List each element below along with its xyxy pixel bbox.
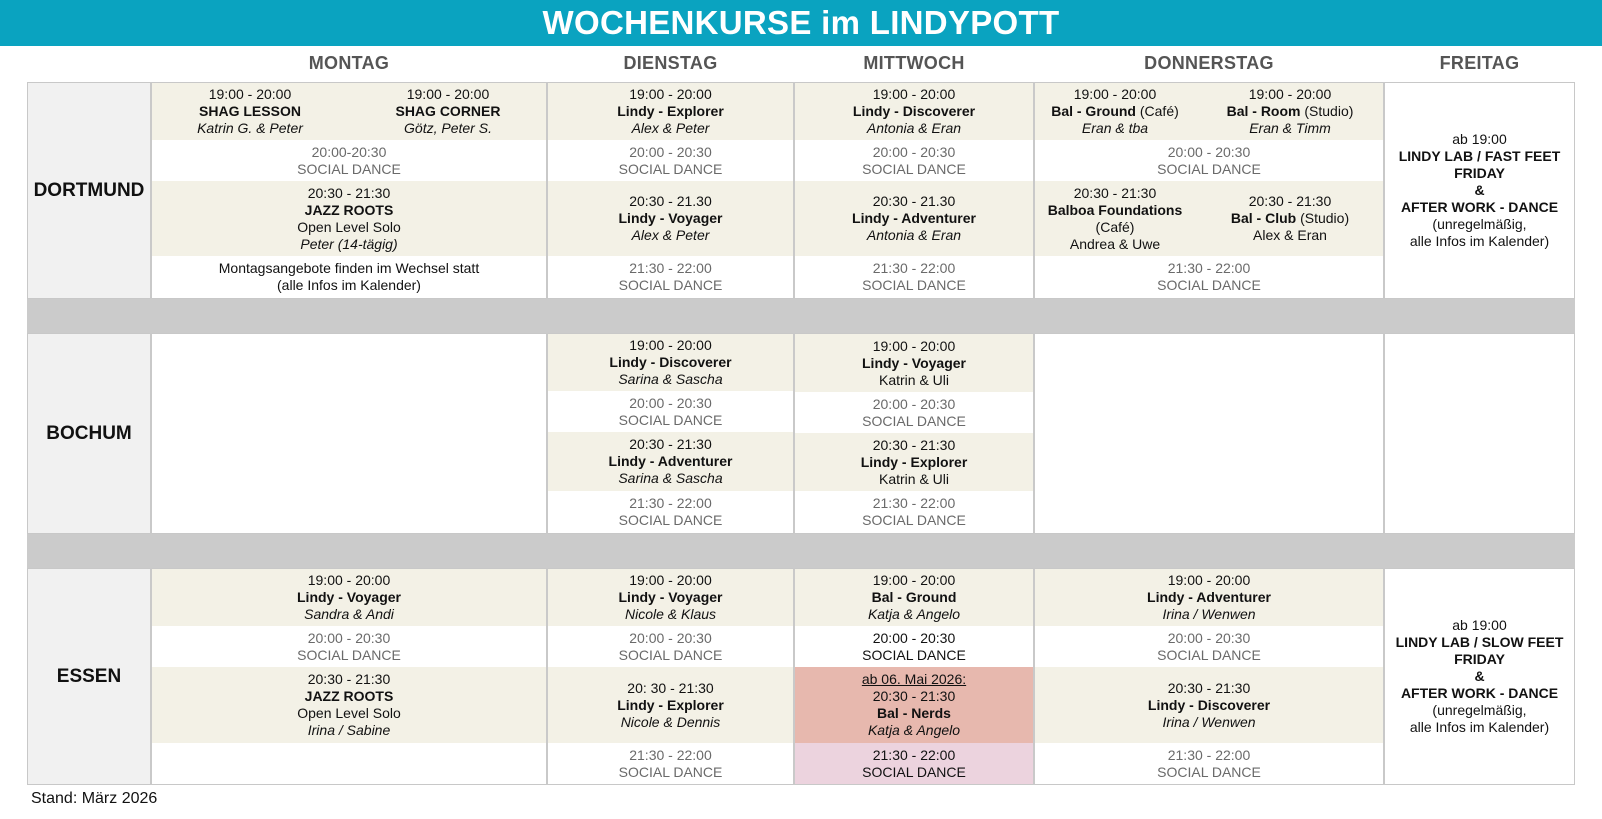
course-time: 19:00 - 20:00 <box>629 337 712 353</box>
social-dance <box>794 140 1034 181</box>
course-teachers: Katrin & Uli <box>878 470 950 487</box>
course-teachers: Sarina & Sascha <box>618 470 723 486</box>
column-divider <box>546 333 548 534</box>
course-name: FRIDAY <box>1454 165 1505 181</box>
column-divider <box>793 568 795 785</box>
course-name: SHAG LESSON <box>199 103 301 119</box>
city-label-essen <box>27 569 151 784</box>
course-name: Bal - Room <box>1226 103 1301 119</box>
course-teachers: Antonia & Eran <box>866 227 962 243</box>
social-label: SOCIAL DANCE <box>618 512 723 528</box>
course-teachers: Götz, Peter S. <box>404 120 492 136</box>
social-time: 21:30 - 22:00 <box>872 495 956 511</box>
course-time: 20:30 - 21:30 <box>872 688 956 704</box>
course-level: Open Level Solo <box>297 218 401 235</box>
city-name: ESSEN <box>56 665 122 687</box>
ampersand: & <box>1474 182 1485 198</box>
course-name: JAZZ ROOTS <box>304 201 394 218</box>
course-teachers: Sandra & Andi <box>304 606 394 622</box>
social-label: SOCIAL DANCE <box>297 160 401 177</box>
course-note: (unregelmäßig, <box>1432 216 1527 232</box>
social-dance <box>1034 256 1384 298</box>
social-time: 21:30 - 22:00 <box>1167 746 1251 763</box>
course-room: (Studio) <box>1296 210 1350 226</box>
course-teachers: Irina / Sabine <box>307 722 391 738</box>
course-name: Lindy - Explorer <box>617 696 724 713</box>
social-time: 21:30 - 22:00 <box>1167 260 1251 276</box>
course-shag-corner <box>349 83 547 140</box>
social-label: SOCIAL DANCE <box>1157 160 1261 177</box>
course-shag-lesson <box>151 83 349 140</box>
social-dance <box>547 743 794 784</box>
course-name: FRIDAY <box>1454 651 1505 667</box>
column-divider <box>546 568 548 785</box>
social-label: SOCIAL DANCE <box>1157 277 1261 293</box>
course-name: Bal - Ground <box>1051 103 1136 119</box>
course-lindy-discoverer <box>1034 667 1384 743</box>
course-time: 20:30 - 21:30 <box>307 184 391 201</box>
column-divider <box>1033 333 1035 534</box>
day-header-dienstag: DIENSTAG <box>623 53 718 73</box>
column-divider <box>1033 82 1035 299</box>
course-teachers: Alex & Peter <box>631 120 710 136</box>
social-dance <box>547 391 794 432</box>
course-time: ab 19:00 <box>1452 617 1507 633</box>
course-lindy-explorer <box>794 433 1034 491</box>
course-room: (Café) <box>1135 103 1179 119</box>
course-time: 20:30 - 21:30 <box>872 436 956 453</box>
social-label: SOCIAL DANCE <box>862 512 966 528</box>
course-teachers: Antonia & Eran <box>866 120 962 136</box>
friday-lindy-lab-slow-feet <box>1384 569 1575 784</box>
course-time: 19:00 - 20:00 <box>872 337 956 354</box>
column-divider <box>546 82 548 299</box>
note-line: (alle Infos im Kalender) <box>277 277 421 293</box>
course-teachers: Eran & Timm <box>1249 120 1331 136</box>
social-time: 20:00 - 20:30 <box>629 143 712 160</box>
course-time: 20:30 - 21:30 <box>1167 679 1251 696</box>
day-header-freitag: FREITAG <box>1439 53 1520 73</box>
course-time: 19:00 - 20:00 <box>307 572 391 588</box>
course-time: 19:00 - 20:00 <box>208 86 292 102</box>
city-name: DORTMUND <box>33 179 145 201</box>
social-dance <box>547 491 794 533</box>
course-lindy-explorer <box>547 83 794 140</box>
column-divider <box>1383 568 1385 785</box>
course-name: Lindy - Adventurer <box>852 210 976 226</box>
social-time: 21:30 - 22:00 <box>629 495 712 511</box>
course-name: Lindy - Explorer <box>860 453 968 470</box>
social-time: 20:00 - 20:30 <box>629 629 712 646</box>
social-time: 21:30 - 22:00 <box>872 746 956 763</box>
course-name: Bal - Club <box>1230 210 1297 226</box>
course-name: Lindy - Discoverer <box>852 103 976 119</box>
course-time: 20:30 - 21:30 <box>1248 193 1332 209</box>
course-teachers: Katja & Angelo <box>867 606 961 622</box>
course-lindy-voyager <box>151 569 547 626</box>
social-time: 20:00-20:30 <box>311 143 387 160</box>
social-time: 21:30 - 22:00 <box>872 260 956 276</box>
social-time: 20:00 - 20:30 <box>1167 143 1251 160</box>
course-teachers: Andrea & Uwe <box>1069 235 1161 252</box>
course-time: 19:00 - 20:00 <box>1167 572 1251 588</box>
city-separator <box>27 298 1575 334</box>
city-label-dortmund <box>27 83 151 298</box>
social-label: SOCIAL DANCE <box>862 646 966 663</box>
course-lindy-adventurer <box>794 181 1034 256</box>
course-teachers: Nicole & Dennis <box>620 713 721 730</box>
course-balboa-foundations <box>1034 181 1196 256</box>
course-teachers: Peter (14-tägig) <box>300 235 398 252</box>
social-label: SOCIAL DANCE <box>297 646 401 663</box>
course-name: LINDY LAB / FAST FEET <box>1398 148 1561 164</box>
social-label: SOCIAL DANCE <box>618 411 723 428</box>
social-label: SOCIAL DANCE <box>862 763 966 780</box>
course-teachers: Alex & Eran <box>1253 227 1327 243</box>
social-dance <box>151 140 547 181</box>
course-lindy-adventurer <box>1034 569 1384 626</box>
course-time: 19:00 - 20:00 <box>872 86 956 102</box>
social-dance <box>547 256 794 298</box>
social-label: SOCIAL DANCE <box>1157 763 1261 780</box>
column-divider <box>1383 333 1385 534</box>
social-label: SOCIAL DANCE <box>862 412 966 429</box>
course-bal-ground <box>794 569 1034 626</box>
social-dance <box>547 140 794 181</box>
social-label: SOCIAL DANCE <box>618 646 723 663</box>
course-lindy-adventurer <box>547 432 794 491</box>
course-time: 19:00 - 20:00 <box>1073 86 1157 102</box>
course-lindy-explorer <box>547 667 794 743</box>
course-name: AFTER WORK - DANCE <box>1400 199 1559 215</box>
course-name: Lindy - Discoverer <box>609 354 732 370</box>
social-time: 20:00 - 20:30 <box>1167 629 1251 646</box>
city-label-bochum <box>27 334 151 533</box>
friday-lindy-lab-fast-feet <box>1384 83 1575 298</box>
social-time: 20:00 - 20:30 <box>872 395 956 412</box>
course-lindy-discoverer <box>794 83 1034 140</box>
course-name: LINDY LAB / SLOW FEET <box>1395 634 1564 650</box>
course-time: 20: 30 - 21:30 <box>627 679 714 696</box>
course-name: SHAG CORNER <box>395 103 501 119</box>
social-dance <box>151 626 547 667</box>
social-time: 20:00 - 20:30 <box>307 629 391 646</box>
course-time: 20:30 - 21:30 <box>1073 184 1157 201</box>
social-label: SOCIAL DANCE <box>618 160 723 177</box>
social-dance <box>1034 743 1384 784</box>
ampersand: & <box>1474 668 1485 684</box>
course-time: 20:30 - 21.30 <box>629 193 712 209</box>
course-teachers: Irina / Wenwen <box>1162 713 1256 730</box>
course-time: 19:00 - 20:00 <box>629 572 712 588</box>
social-dance <box>794 256 1034 298</box>
course-time: 20:30 - 21.30 <box>872 193 956 209</box>
course-name: Bal - Nerds <box>877 705 951 721</box>
course-name: Lindy - Voyager <box>618 210 723 226</box>
course-jazz-roots <box>151 181 547 256</box>
column-divider <box>1383 82 1385 299</box>
course-name: Balboa Foundations <box>1047 201 1183 218</box>
social-dance <box>794 392 1034 433</box>
social-dance <box>1034 140 1384 181</box>
social-label: SOCIAL DANCE <box>1157 646 1261 663</box>
course-name: Bal - Ground <box>871 589 957 605</box>
course-teachers: Eran & tba <box>1081 120 1149 136</box>
course-jazz-roots <box>151 667 547 743</box>
course-teachers: Katrin G. & Peter <box>197 120 303 136</box>
course-bal-club <box>1196 181 1384 256</box>
course-name: AFTER WORK - DANCE <box>1400 685 1559 701</box>
social-label: SOCIAL DANCE <box>862 160 966 177</box>
social-dance <box>794 743 1034 784</box>
course-teachers: Irina / Wenwen <box>1162 606 1256 622</box>
course-teachers: Sarina & Sascha <box>618 371 723 387</box>
course-level: Open Level Solo <box>297 705 401 721</box>
course-note: alle Infos im Kalender) <box>1409 233 1550 249</box>
social-label: SOCIAL DANCE <box>618 763 723 780</box>
course-lindy-discoverer <box>547 334 794 391</box>
course-bal-room <box>1196 83 1384 140</box>
column-divider <box>793 82 795 299</box>
course-teachers: Katja & Angelo <box>867 722 961 738</box>
course-time: ab 19:00 <box>1452 131 1507 147</box>
social-time: 21:30 - 22:00 <box>629 260 712 276</box>
course-room: (Café) <box>1095 218 1135 235</box>
page-title: WOCHENKURSE im LINDYPOTT <box>0 0 1602 46</box>
day-header-donnerstag: DONNERSTAG <box>1144 53 1274 73</box>
social-dance <box>794 491 1034 533</box>
social-time: 20:00 - 20:30 <box>872 143 956 160</box>
course-bal-nerds <box>794 667 1034 743</box>
course-teachers: Nicole & Klaus <box>624 606 717 622</box>
course-time: 20:30 - 21:30 <box>307 671 391 687</box>
social-label: SOCIAL DANCE <box>862 277 966 293</box>
city-separator <box>27 533 1575 569</box>
column-divider <box>150 568 152 785</box>
course-time: 20:30 - 21:30 <box>629 436 712 452</box>
course-name: Lindy - Explorer <box>617 103 724 119</box>
course-time: 19:00 - 20:00 <box>872 572 956 588</box>
column-divider <box>1033 568 1035 785</box>
social-dance <box>794 626 1034 667</box>
course-name: Lindy - Discoverer <box>1147 696 1271 713</box>
course-room: (Studio) <box>1300 103 1354 119</box>
course-name: JAZZ ROOTS <box>304 688 394 704</box>
note-line: Montagsangebote finden im Wechsel statt <box>218 260 480 276</box>
city-name: BOCHUM <box>46 422 132 444</box>
day-header-montag: MONTAG <box>308 53 390 73</box>
course-lindy-voyager <box>547 569 794 626</box>
course-name: Lindy - Voyager <box>618 589 723 605</box>
social-label: SOCIAL DANCE <box>618 277 723 293</box>
montag-note <box>151 256 547 298</box>
course-name: Lindy - Voyager <box>297 589 401 605</box>
social-time: 20:00 - 20:30 <box>629 394 712 411</box>
course-start-date: ab 06. Mai 2026: <box>861 671 967 687</box>
course-time: 19:00 - 20:00 <box>1248 86 1332 102</box>
social-time: 20:00 - 20:30 <box>872 629 956 646</box>
course-name: Lindy - Adventurer <box>1147 589 1271 605</box>
stand-date: Stand: März 2026 <box>31 790 158 807</box>
column-divider <box>150 333 152 534</box>
social-dance <box>547 626 794 667</box>
course-teachers: Katrin & Uli <box>878 371 950 388</box>
course-note: alle Infos im Kalender) <box>1409 719 1550 735</box>
column-divider <box>793 333 795 534</box>
course-lindy-voyager <box>794 334 1034 392</box>
course-time: 19:00 - 20:00 <box>406 86 490 102</box>
course-name: Lindy - Adventurer <box>608 453 733 469</box>
course-note: (unregelmäßig, <box>1432 702 1527 718</box>
column-divider <box>150 82 152 299</box>
course-teachers: Alex & Peter <box>631 227 710 243</box>
course-time: 19:00 - 20:00 <box>629 86 712 102</box>
social-time: 21:30 - 22:00 <box>629 746 712 763</box>
social-dance <box>1034 626 1384 667</box>
course-name: Lindy - Voyager <box>862 354 966 371</box>
course-bal-ground <box>1034 83 1196 140</box>
course-lindy-voyager <box>547 181 794 256</box>
day-header-mittwoch: MITTWOCH <box>863 53 965 73</box>
